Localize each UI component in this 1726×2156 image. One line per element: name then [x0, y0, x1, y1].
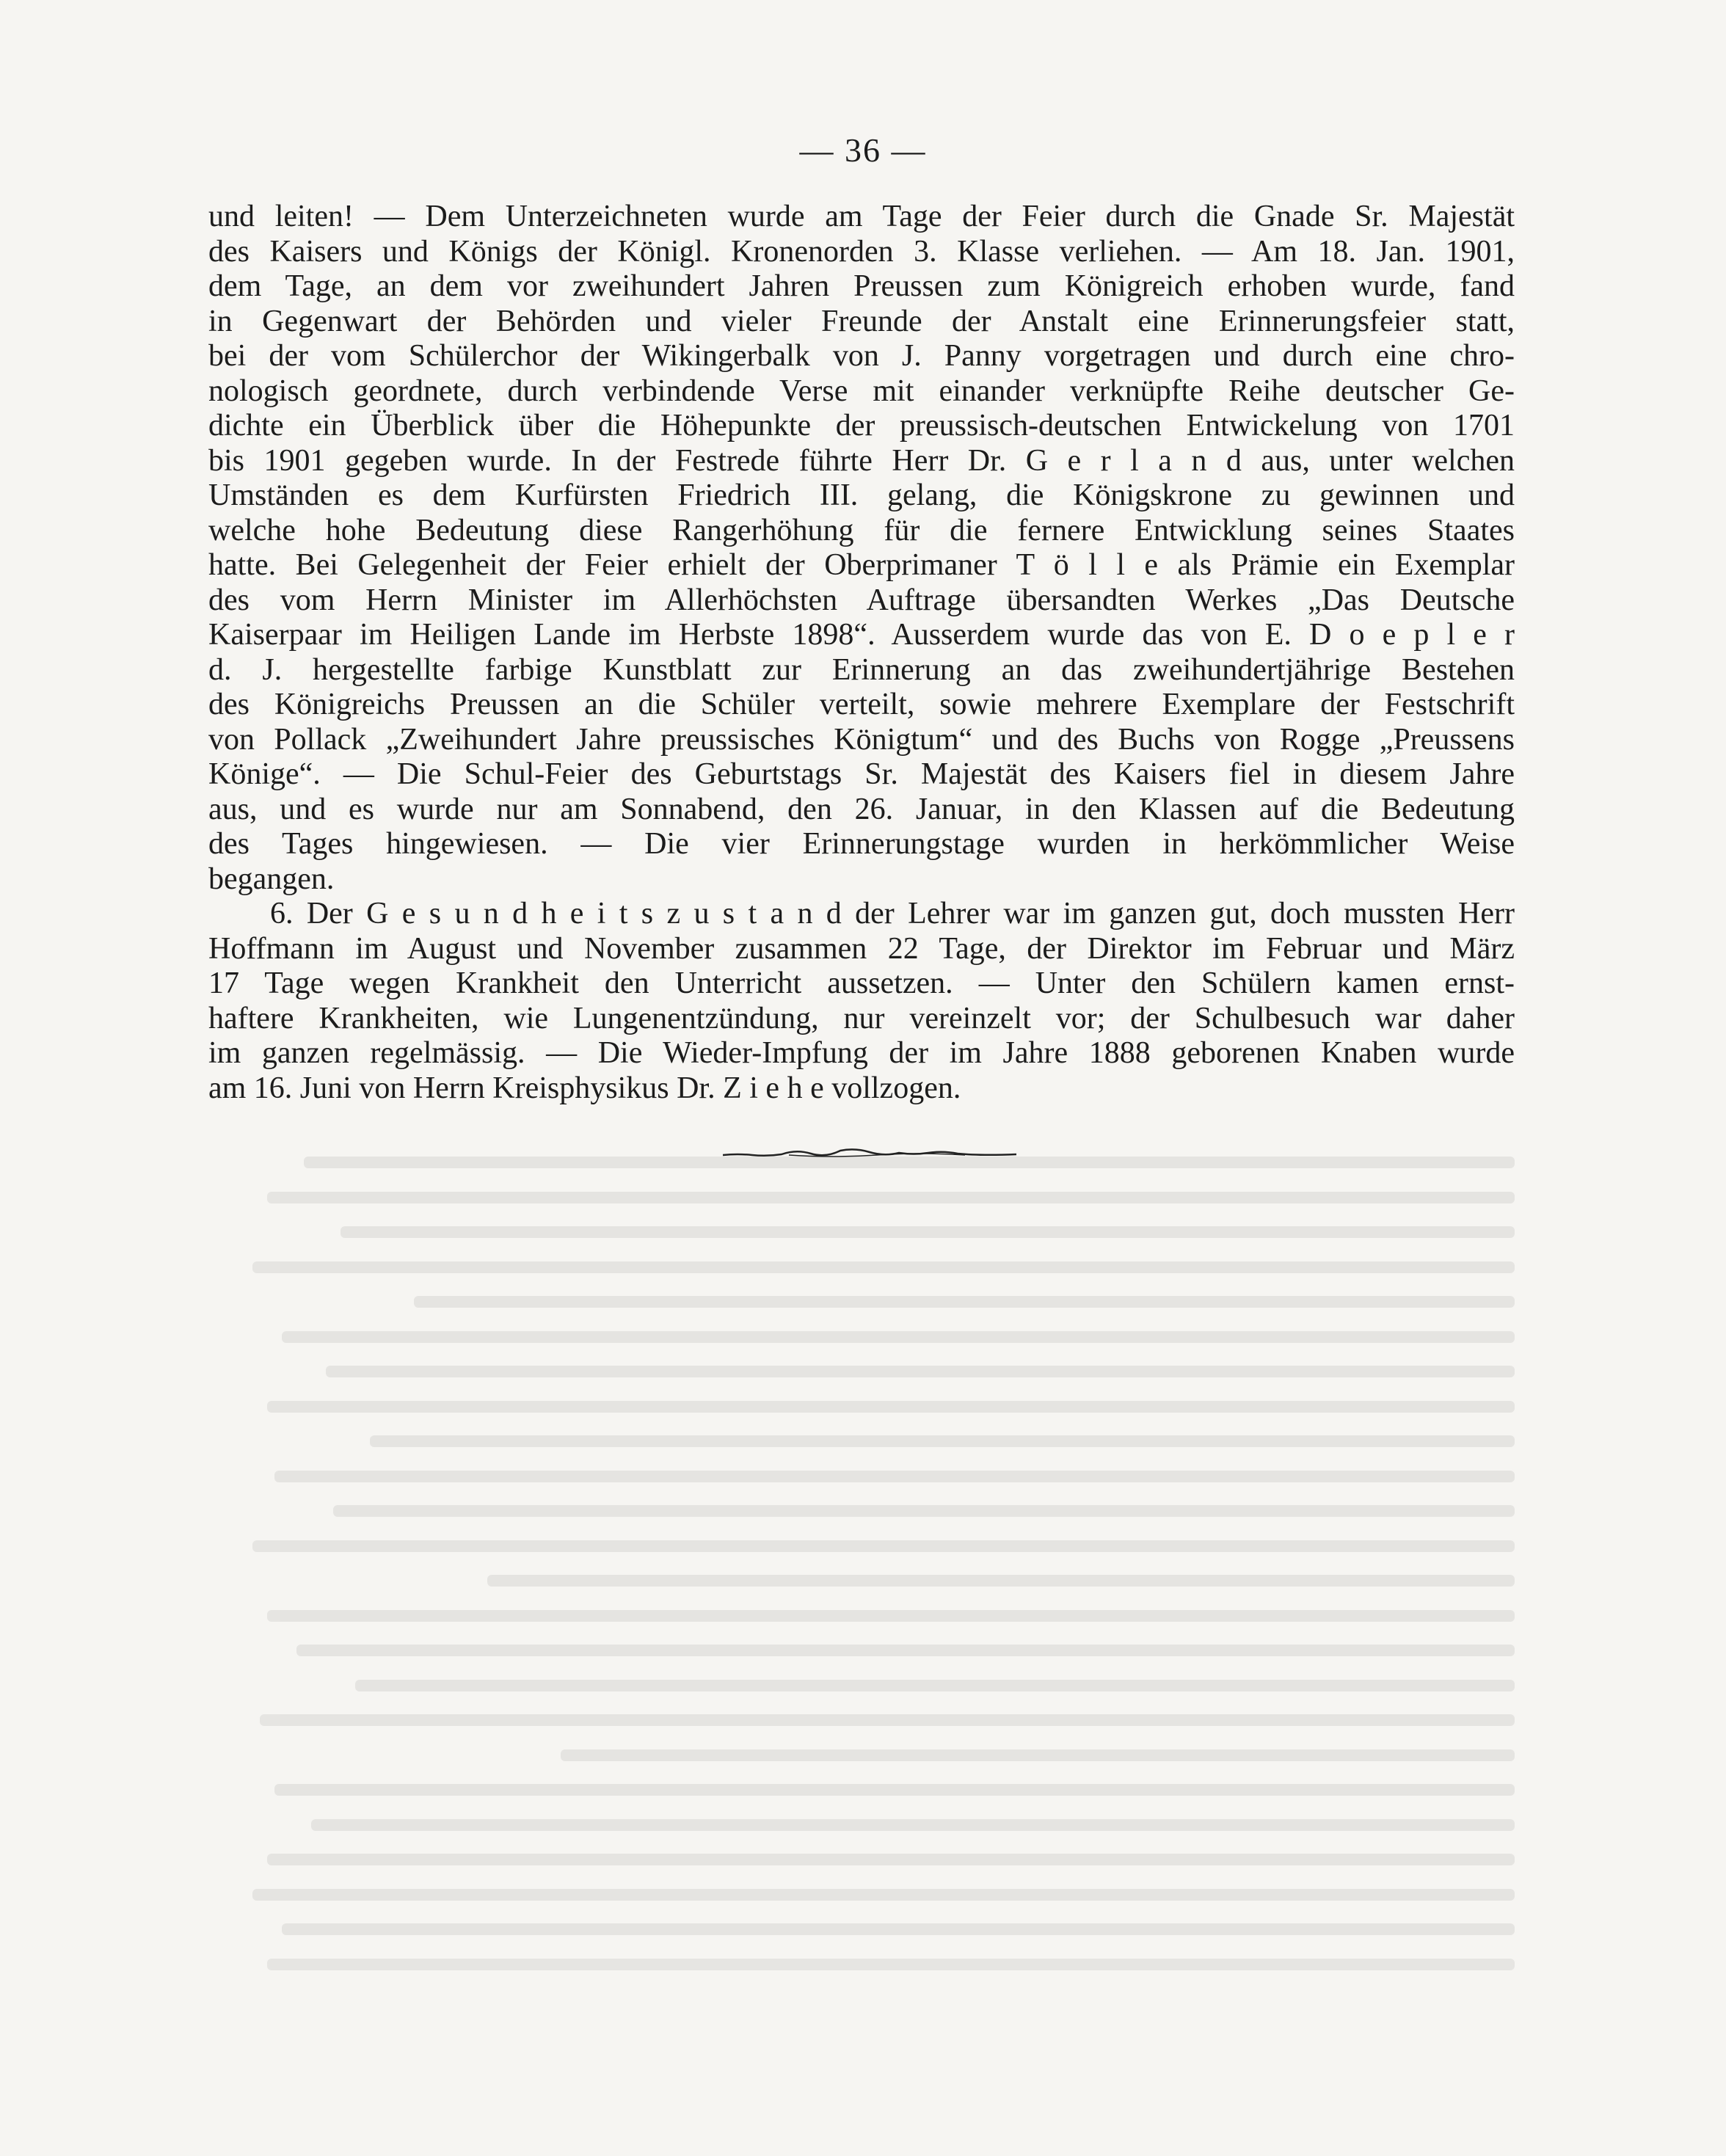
text-line: nologisch geordnete, durch verbindende Verse mit einander verknüpfte Reihe deutscher Ge- [208, 374, 1515, 408]
text-line: begangen. [208, 862, 335, 896]
text-line: aus, und es wurde nur am Sonnabend, den 26. Januar, in den Klassen auf die Bedeutung [208, 792, 1515, 826]
text-line: von Pollack „Zweihundert Jahre preussisches Königtum“ und des Buchs von Rogge „Preussens [208, 722, 1515, 757]
body-text [208, 200, 1515, 1106]
text-line: bei der vom Schülerchor der Wikingerbalk von J. Panny vorgetragen und durch eine chro- [208, 339, 1515, 373]
text-line: 17 Tage wegen Krankheit den Unterricht aussetzen. — Unter den Schülern kamen ernst- [208, 966, 1515, 1000]
text-line: dichte ein Überblick über die Höhepunkte der preussisch-deutschen Entwickelung von 1701 [208, 409, 1515, 443]
decorative-separator [723, 1146, 1016, 1161]
text-line: bis 1901 gegeben wurde. In der Festrede führte Herr Dr. G e r l a n d aus, unter welchen [208, 443, 1515, 478]
text-line: im ganzen regelmässig. — Die Wieder-Impfung der im Jahre 1888 geborenen Knaben wurde [208, 1036, 1515, 1070]
text-line: Hoffmann im August und November zusammen 22 Tage, der Direktor im Februar und März [208, 931, 1515, 966]
text-line: haftere Krankheiten, wie Lungenentzündung, nur vereinzelt vor; der Schulbesuch war daher [208, 1001, 1515, 1035]
text-line: des Königreichs Preussen an die Schüler verteilt, sowie mehrere Exemplare der Festschrift [208, 688, 1515, 721]
text-line: des Kaisers und Königs der Königl. Kronenorden 3. Klasse verliehen. — Am 18. Jan. 1901, [208, 234, 1515, 269]
text-line: Umständen es dem Kurfürsten Friedrich III. gelang, die Königskrone zu gewinnen und [208, 478, 1515, 512]
text-line: dem Tage, an dem vor zweihundert Jahren Preussen zum Königreich erhoben wurde, fand [208, 269, 1515, 303]
text-line: Kaiserpaar im Heiligen Lande im Herbste 1898“. Ausserdem wurde das von E. D o e p l e r [208, 618, 1515, 652]
text-line: d. J. hergestellte farbige Kunstblatt zur Erinnerung an das zweihundertjährige Bestehen [208, 652, 1515, 687]
text-line: 6. Der G e s u n d h e i t s z u s t a n d der Lehrer war im ganzen gut, doch mussten Herr [270, 897, 1515, 930]
text-line: Könige“. — Die Schul-Feier des Geburtstags Sr. Majestät des Kaisers fiel in diesem Jahre [208, 757, 1515, 791]
text-line: des vom Herrn Minister im Allerhöchsten Auftrage übersandten Werkes „Das Deutsche [208, 583, 1515, 617]
page-number: — 36 — [799, 131, 927, 169]
text-line: hatte. Bei Gelegenheit der Feier erhielt der Oberprimaner T ö l l e als Prämie ein Exemplar [208, 548, 1515, 582]
bleed-through-texture [208, 1145, 1515, 2025]
text-line: des Tages hingewiesen. — Die vier Erinnerungstage wurden in herkömmlicher Weise [208, 827, 1515, 861]
paragraph-festivities [208, 200, 1515, 897]
paragraph-health [208, 897, 1515, 1106]
text-line: welche hohe Bedeutung diese Rangerhöhung für die fernere Entwicklung seines Staates [208, 513, 1515, 547]
text-line: und leiten! — Dem Unterzeichneten wurde am Tage der Feier durch die Gnade Sr. Majestät [208, 200, 1515, 233]
text-line: am 16. Juni von Herrn Kreisphysikus Dr. Z i e h e vollzogen. [208, 1071, 961, 1105]
text-line: in Gegenwart der Behörden und vieler Freunde der Anstalt eine Erinnerungsfeier statt, [208, 304, 1515, 338]
